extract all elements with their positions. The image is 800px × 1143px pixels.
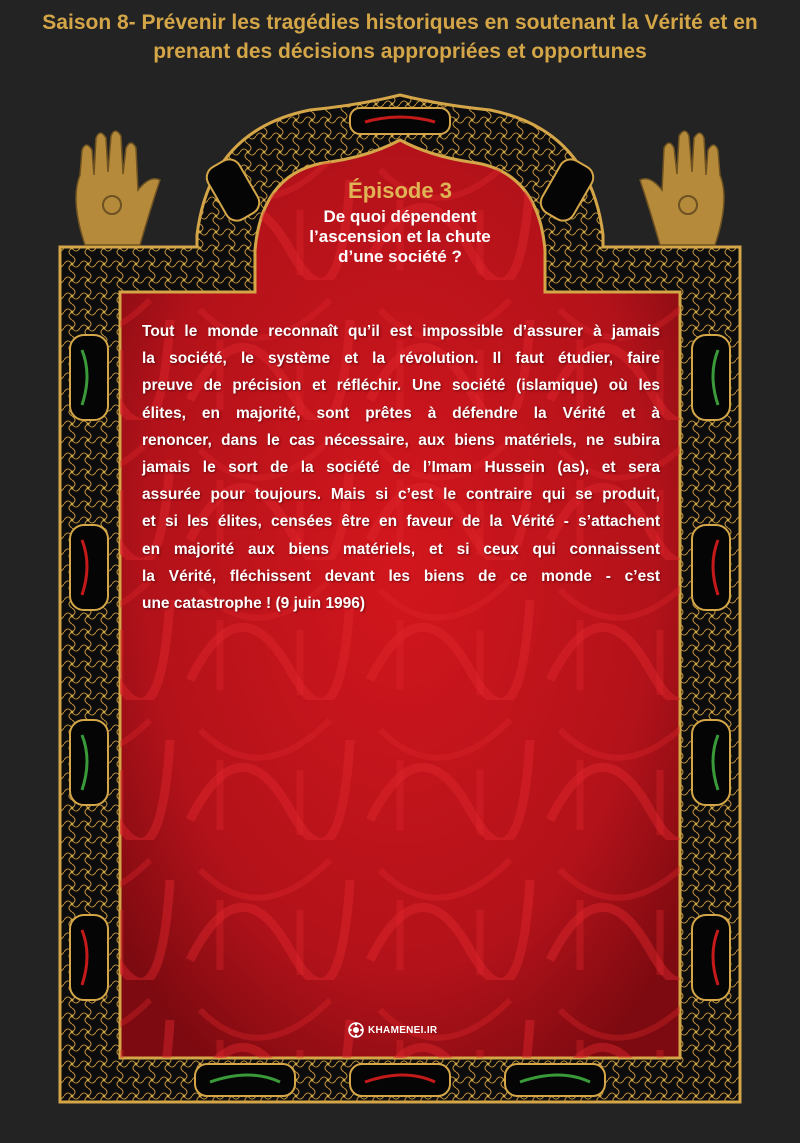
quote-line: et si les élites, censées être en faveur de la Vérité - s’attachent <box>142 513 660 531</box>
logo-emblem-icon <box>348 1022 364 1038</box>
subtitle-line-2: l’ascension et la chute <box>309 227 491 246</box>
bottom-cartouches <box>195 1064 605 1096</box>
left-hand-icon <box>76 131 160 245</box>
episode-label: Épisode 3 <box>348 178 452 203</box>
quote-line: la Vérité, fléchissent devant les biens de ce monde - c’est <box>142 567 660 585</box>
khamenei-logo <box>348 1021 437 1039</box>
episode-title-block <box>300 178 500 267</box>
logo-text: KHAMENEI.IR <box>368 1024 438 1036</box>
quote-line: élites, en majorité, sont prêtes à défendre la Vérité et à <box>142 404 660 422</box>
quote-text <box>142 318 660 617</box>
quote-line: preuve de précision et réfléchir. Une société (islamique) où les <box>142 377 660 395</box>
quote-line: une catastrophe ! (9 juin 1996) <box>142 595 366 613</box>
right-hand-icon <box>640 131 724 245</box>
episode-subtitle <box>300 207 500 267</box>
quote-line: la société, le système et la révolution. Il faut étudier, faire <box>142 350 660 368</box>
quote-line: jamais le sort de la société de l’Imam Hussein (as), et sera <box>142 459 660 477</box>
quote-line: Tout le monde reconnaît qu’il est impossible d’assurer à jamais <box>142 323 660 340</box>
quote-line: assurée pour toujours. Mais si c’est le contraire qui se produit, <box>142 486 660 504</box>
header-line-1: Saison 8- Prévenir les tragédies historiques en soutenant la Vérité et en <box>42 11 758 34</box>
subtitle-line-3: d’une société ? <box>338 247 462 266</box>
header-line-2: prenant des décisions appropriées et opportunes <box>153 40 647 63</box>
quote-line: en majorité aux biens matériels, et si ceux qui connaissent <box>142 540 660 558</box>
quote-line: renoncer, dans le cas nécessaire, aux biens matériels, ne subira <box>142 431 660 449</box>
subtitle-line-1: De quoi dépendent <box>323 207 477 226</box>
